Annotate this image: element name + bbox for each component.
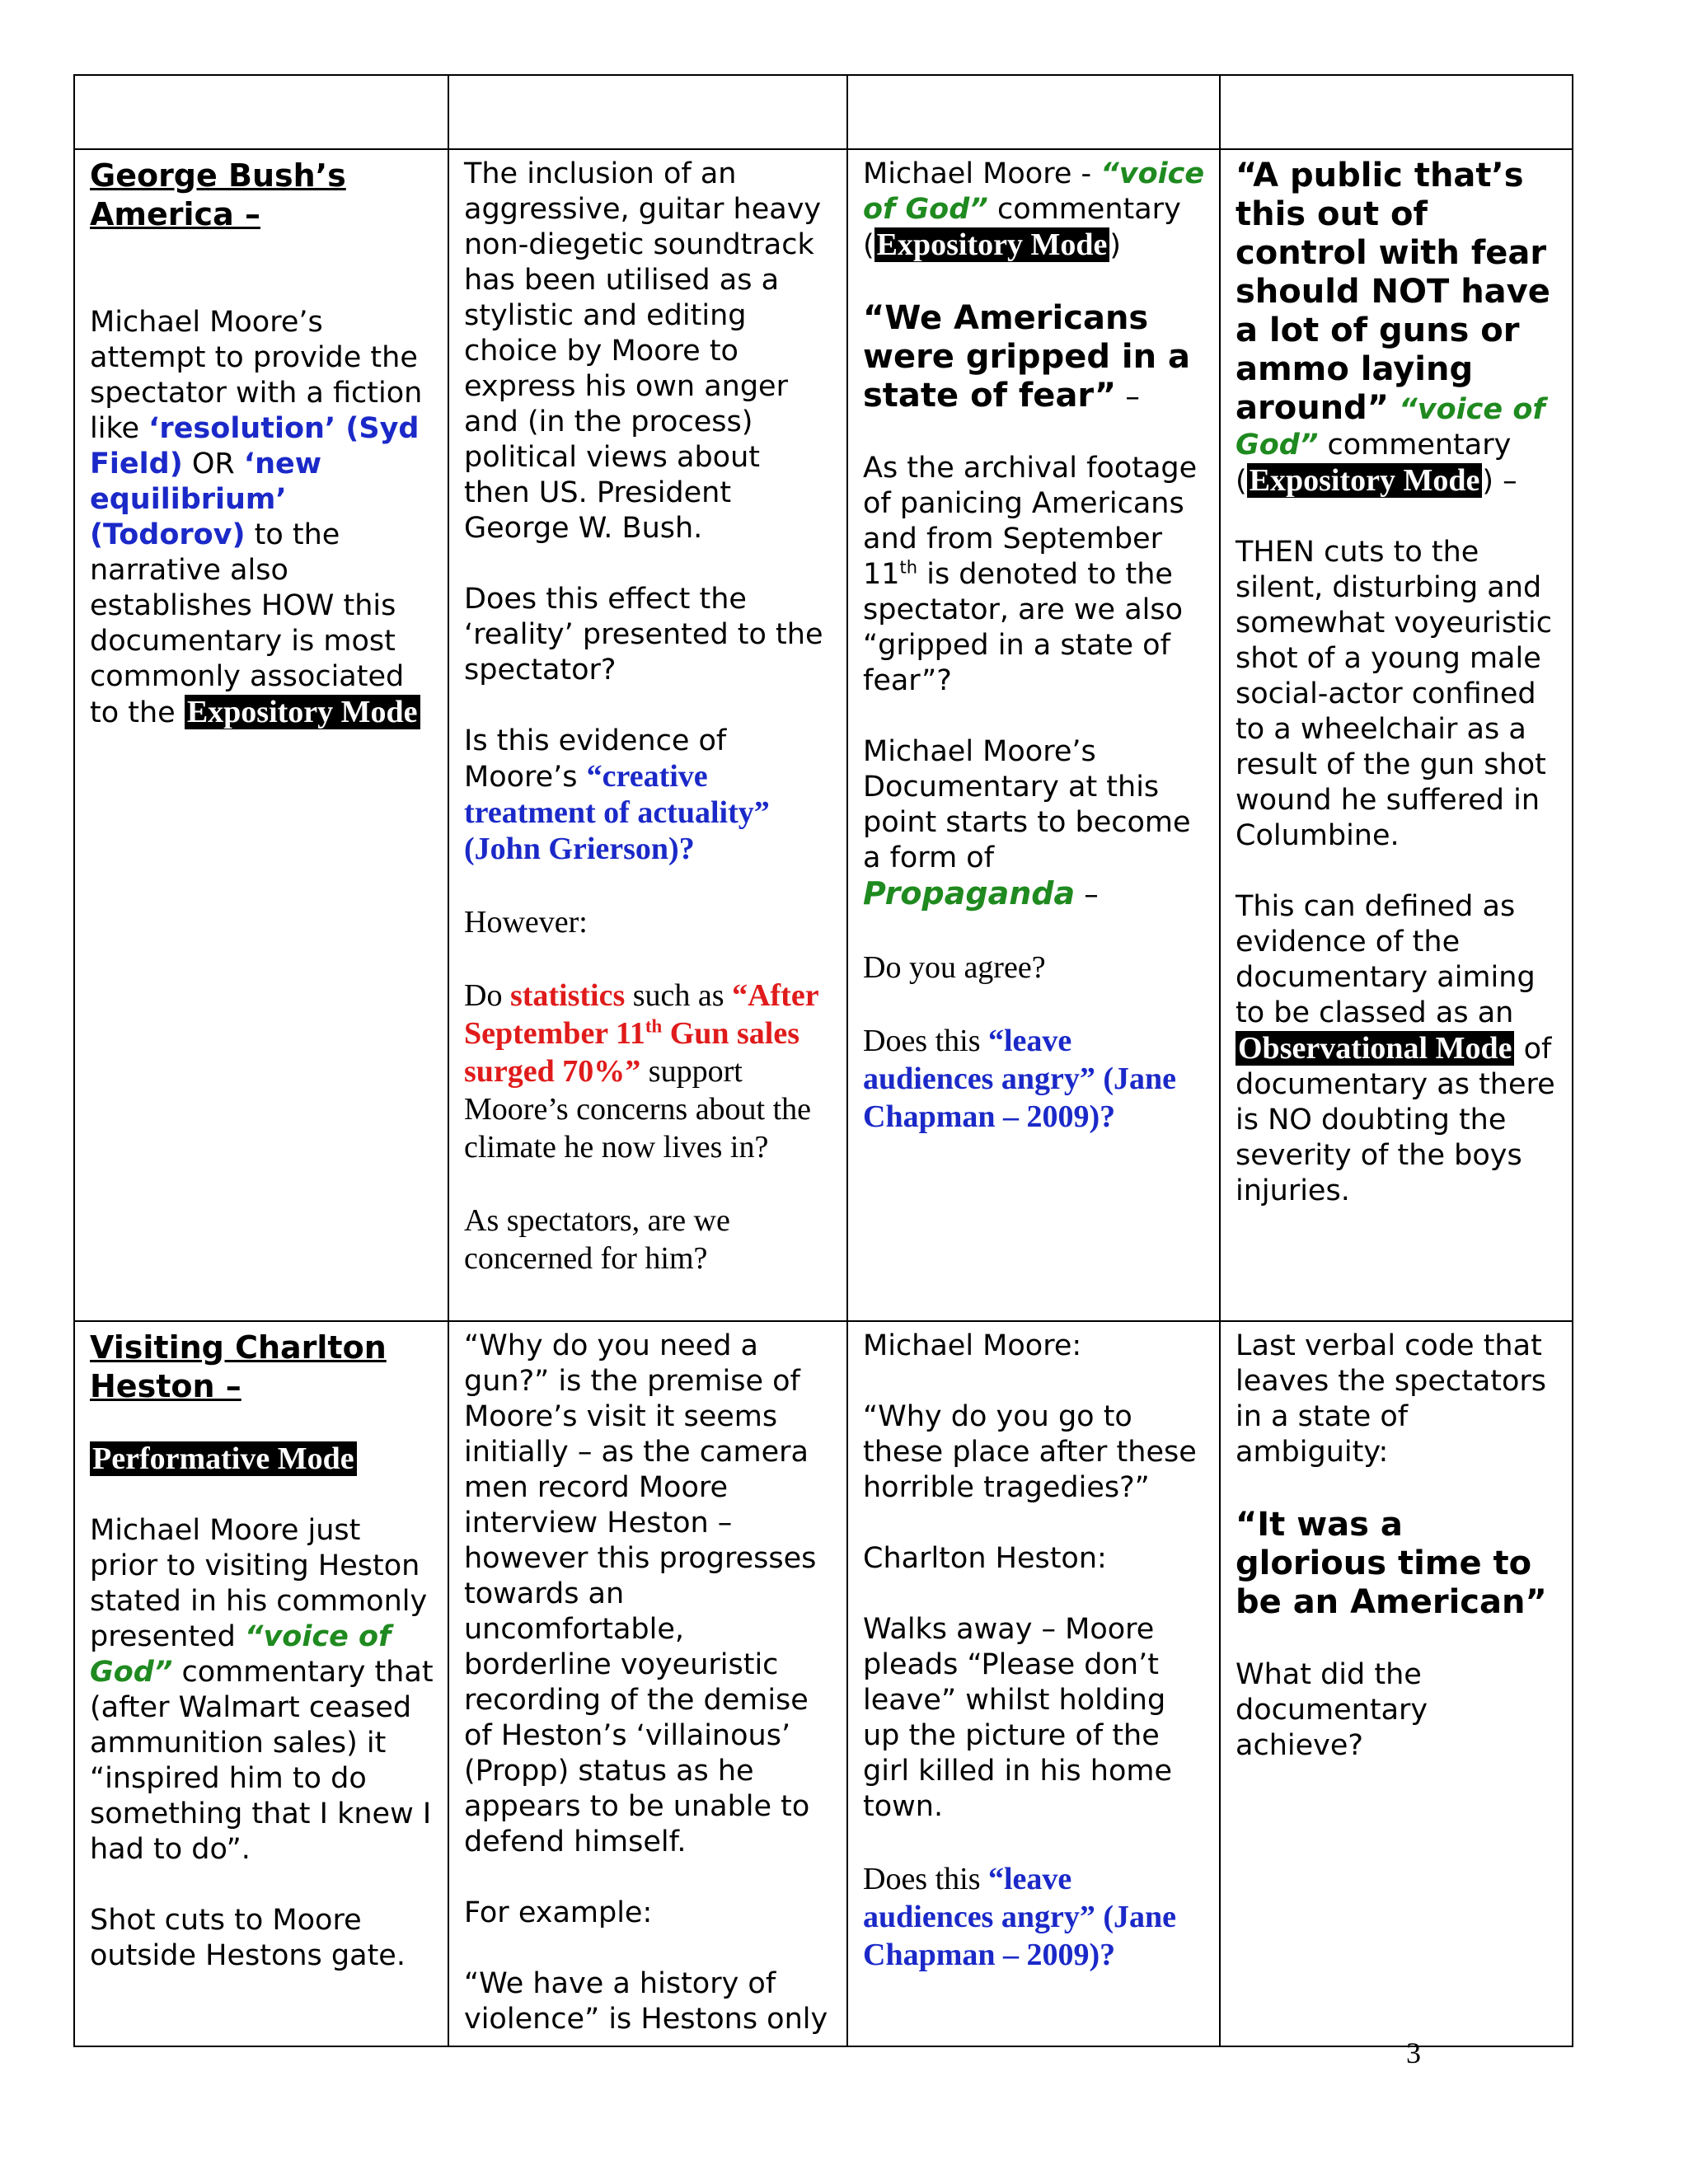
text-run: OR [182, 448, 244, 480]
paragraph: Last verbal code that leaves the spectators in a state of ambiguity: [1236, 1329, 1547, 1469]
page-number: 3 [1406, 2036, 1421, 2069]
text-run: As the archival footage of panicing Americans and from September 11 [863, 452, 1198, 591]
text-run: “After September 11 [464, 978, 818, 1051]
analysis-cell [1220, 149, 1573, 1321]
paragraph: Walks away – Moore pleads “Please don’t leave” whilst holding up the picture of the girl killed in his home town. [863, 1613, 1173, 1823]
theory-reference: ‘new equilibrium’ (Todorov) [90, 448, 322, 551]
text-run: Is this evidence of Moore’s [464, 724, 727, 794]
paragraph [863, 734, 1206, 913]
paragraph: “We have a history of violence” is Hestons only [464, 1967, 828, 2036]
empty-cell [1220, 75, 1573, 149]
bold-quote: “We Americans were gripped in a state of fear” [863, 299, 1190, 415]
theory-reference: “leave audiences angry” (Jane Chapman – 2009)? [863, 1024, 1176, 1134]
text-run: This can defined as evidence of the documentary aiming to be classed as an [1236, 890, 1536, 1029]
analysis-cell [448, 149, 847, 1321]
section-heading: George Bush’s America – [90, 157, 346, 232]
paragraph: Charlton Heston: [863, 1542, 1107, 1575]
analysis-cell [847, 149, 1220, 1321]
paragraph [464, 724, 833, 868]
empty-cell [847, 75, 1220, 149]
paragraph [1236, 889, 1559, 1209]
theory-reference: ‘resolution’ (Syd Field) [90, 412, 420, 480]
text-run: – [1116, 381, 1140, 414]
section-description [90, 305, 434, 731]
mode-label: Expository Mode [1247, 463, 1483, 498]
highlight-red: statistics [509, 978, 626, 1013]
analysis-cell [1220, 1321, 1573, 2046]
text-run: Do [464, 978, 510, 1013]
empty-cell [448, 75, 847, 149]
paragraph [863, 299, 1206, 415]
mode-label: Observational Mode [1236, 1031, 1514, 1066]
text-run: Michael Moore just prior to visiting Heston stated in his commonly presented [90, 1514, 428, 1653]
bold-quote: “It was a glorious time to be an American” [1236, 1506, 1547, 1621]
paragraph: As spectators, are we concerned for him? [464, 1203, 730, 1276]
empty-cell [74, 75, 448, 149]
paragraph: “Why do you go to these place after these horrible tragedies?” [863, 1400, 1197, 1504]
table-row [74, 149, 1573, 1321]
paragraph: What did the documentary achieve? [1236, 1658, 1428, 1762]
superscript: th [645, 1015, 663, 1037]
theory-reference: “leave audiences angry” (Jane Chapman – 2009)? [863, 1862, 1176, 1972]
paragraph: “Why do you need a gun?” is the premise of Moore’s visit it seems initially – as the camera men record Moore interview Heston – however this progresses towards an uncomfortable, borderline voyeuristic recording of the demise of Heston’s ‘villainous’ (Propp) status as he appears to be unable to defend himself. [464, 1329, 817, 1858]
paragraph: However: [464, 905, 588, 940]
analysis-table [73, 74, 1573, 2047]
paragraph [863, 1022, 1206, 1136]
text-run: Gun sales surged 70%” [464, 1016, 800, 1089]
mode-label: Expository Mode [874, 227, 1110, 262]
section-title-cell [74, 149, 448, 1321]
paragraph: Shot cuts to Moore outside Hestons gate. [90, 1904, 406, 1972]
table-row [74, 1321, 1573, 2046]
header-row-empty [74, 75, 1573, 149]
section-title-cell [74, 1321, 448, 2046]
paragraph [90, 1513, 434, 1868]
text-run: Does this [863, 1024, 988, 1058]
highlight-green: Propaganda [863, 875, 1076, 912]
text-run: of documentary as there is NO doubting the severity of the boys injuries. [1236, 1033, 1555, 1207]
superscript: th [899, 557, 918, 578]
paragraph: Does this effect the ‘reality’ presented to the spectator? [464, 583, 823, 687]
mode-label: Expository Mode [185, 695, 420, 729]
paragraph [863, 451, 1206, 699]
mode-label: Performative Mode [90, 1441, 357, 1476]
text-run: ) [1109, 229, 1122, 262]
highlight-green: “voice of God” [90, 1620, 392, 1689]
paragraph [90, 1441, 434, 1478]
paragraph: Michael Moore: [863, 1329, 1082, 1362]
text-run: commentary that (after Walmart ceased ammunition sales) it “inspired him to do something that I knew I had to do”. [90, 1656, 434, 1866]
highlight-green: “voice of God” [1236, 393, 1545, 462]
paragraph [863, 157, 1206, 264]
paragraph: THEN cuts to the silent, disturbing and somewhat voyeuristic shot of a young male social-actor confined to a wheelchair as a result of the gun shot wound he suffered in Columbine. [1236, 536, 1552, 852]
analysis-cell [448, 1321, 847, 2046]
text-run: Michael Moore’s attempt to provide the spectator with a fiction like [90, 306, 423, 445]
text-run: Michael Moore - [863, 157, 1101, 190]
text-run: is denoted to the spectator, are we also “gripped in a state of fear”? [863, 558, 1184, 697]
text-run: – [1075, 879, 1099, 912]
highlight-green: “voice of God” [863, 157, 1205, 226]
text-run: ) – [1482, 465, 1517, 498]
paragraph [863, 1860, 1206, 1974]
text-run: support Moore’s concerns about the climate he now lives in? [464, 1054, 812, 1165]
paragraph: Do you agree? [863, 950, 1046, 985]
paragraph [464, 977, 833, 1166]
paragraph [1236, 157, 1559, 499]
text-run: such as [625, 978, 733, 1013]
text-run: commentary ( [1236, 429, 1512, 498]
section-heading: Visiting Charlton Heston – [90, 1329, 387, 1404]
text-run: to the narrative also establishes HOW this documentary is most commonly associated to the [90, 518, 405, 729]
theory-reference: “creative treatment of actuality” (John Grierson)? [464, 759, 770, 866]
paragraph: For example: [464, 1896, 653, 1929]
text-run: Does this [863, 1862, 988, 1896]
text-run: Michael Moore’s Documentary at this point starts to become a form of [863, 735, 1191, 874]
paragraph: The inclusion of an aggressive, guitar heavy non-diegetic soundtrack has been utilised as a stylistic and editing choice by Moore to express his own anger and (in the process) political views about then US. President George W. Bush. [464, 157, 822, 545]
analysis-cell [847, 1321, 1220, 2046]
text-run: commentary ( [863, 193, 1181, 262]
bold-quote: “A public that’s this out of control with fear should NOT have a lot of guns or ammo laying around” [1236, 157, 1550, 427]
